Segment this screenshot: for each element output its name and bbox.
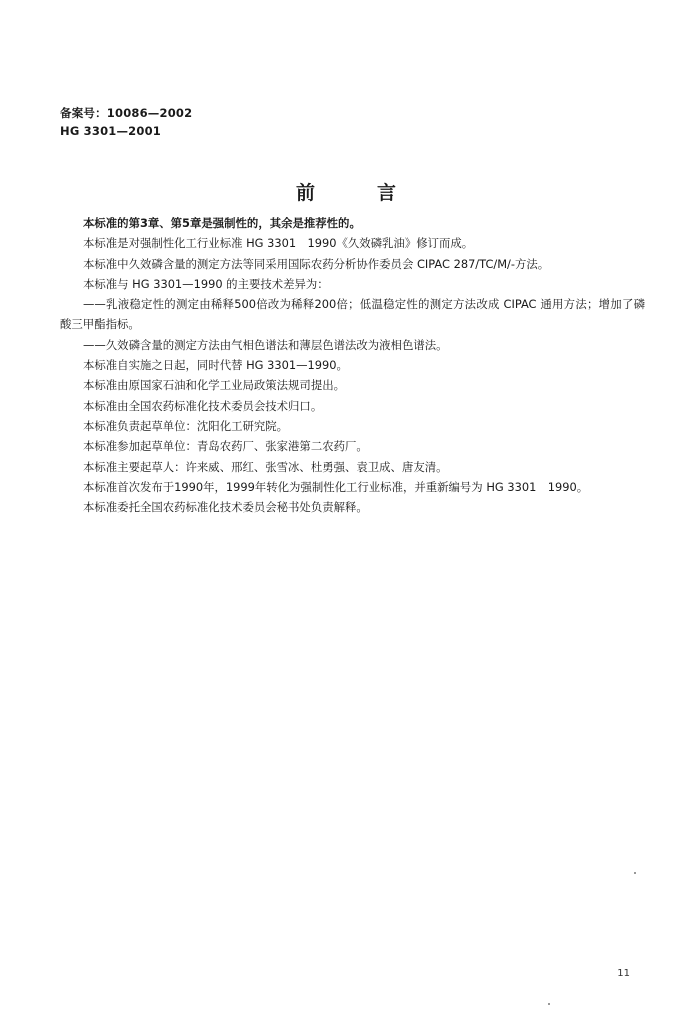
paragraph-mandatory-clauses: 本标准的第3章、第5章是强制性的，其余是推荐性的。 [83, 216, 361, 230]
paragraph-interpretation: 本标准委托全国农药标准化技术委员会秘书处负责解释。 [83, 500, 368, 515]
paragraph-replacement: 本标准自实施之日起，同时代替 HG 3301—1990。 [83, 358, 348, 373]
standard-code: HG 3301—2001 [60, 124, 161, 138]
paragraph-technical-committee: 本标准由全国农药标准化技术委员会技术归口。 [83, 398, 323, 413]
paragraph-main-drafters: 本标准主要起草人：许来威、邢红、张雪冰、杜勇强、袁卫成、唐友清。 [83, 459, 448, 474]
document-header [60, 104, 192, 140]
paragraph-technical-differences: 本标准与 HG 3301—1990 的主要技术差异为： [83, 276, 329, 291]
foreword-body [60, 213, 645, 517]
section-title: 前言 [295, 182, 458, 204]
paragraph-first-release: 本标准首次发布于1990年，1999年转化为强制性化工行业标准，并重新编号为 HG 3301 1990。 [83, 479, 589, 494]
scan-speck [548, 1003, 550, 1005]
paragraph-participating-units: 本标准参加起草单位：青岛农药厂、张家港第二农药厂。 [83, 439, 368, 454]
page-number: 11 [617, 968, 630, 979]
paragraph-revision-basis: 本标准是对强制性化工行业标准 HG 3301 1990《久效磷乳油》修订而成。 [83, 236, 474, 251]
paragraph-test-method: 本标准中久效磷含量的测定方法等同采用国际农药分析协作委员会 CIPAC 287/TC/M/-方法。 [83, 256, 550, 271]
paragraph-proposer: 本标准由原国家石油和化学工业局政策法规司提出。 [83, 378, 345, 393]
paragraph-drafting-unit: 本标准负责起草单位：沈阳化工研究院。 [83, 418, 289, 433]
paragraph-difference-item-2: ——久效磷含量的测定方法由气相色谱法和薄层色谱法改为液相色谱法。 [83, 337, 448, 352]
paragraph-difference-item-1: ——乳液稳定性的测定由稀释500倍改为稀释200倍；低温稳定性的测定方法改成 CIPAC 通用方法；增加了磷酸三甲酯指标。 [60, 297, 645, 332]
scan-speck [634, 872, 636, 874]
record-number: 备案号：10086—2002 [60, 106, 193, 120]
